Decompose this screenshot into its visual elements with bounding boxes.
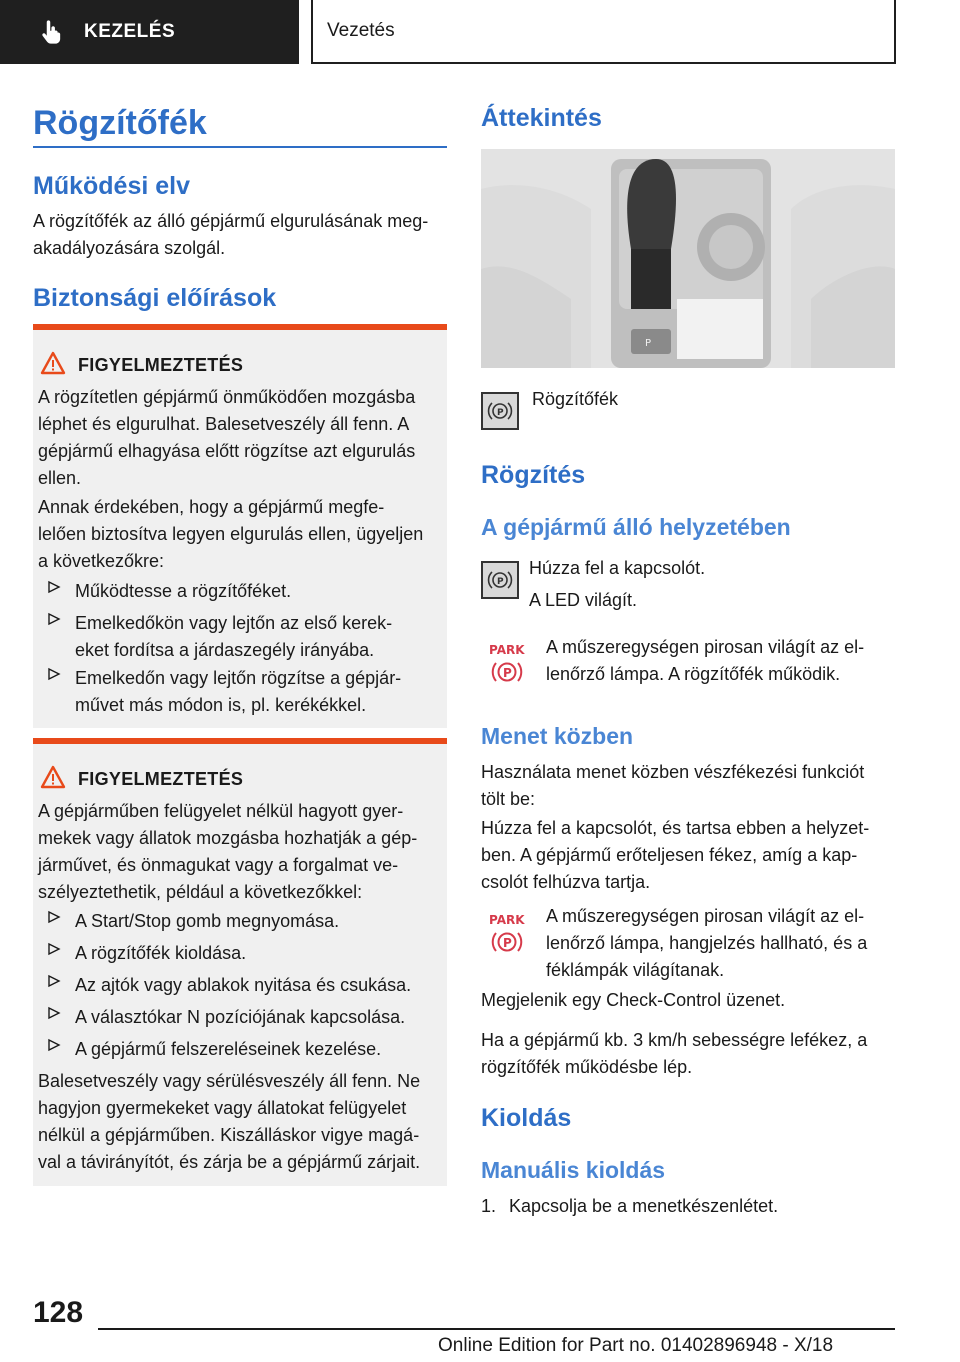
center-console-illustration — [481, 149, 895, 368]
hand-pointer-icon — [38, 18, 66, 46]
parking-brake-icon — [481, 392, 519, 430]
chapter-label: Vezetés — [327, 20, 395, 41]
warning-text-line: nélkül a gépjárműben. Kiszálláskor vigye magá- — [38, 1125, 420, 1145]
list-item-continuation: eket fordítsa a járdaszegély irányába. — [75, 640, 375, 660]
driving-text-line: csolót felhúzva tartja. — [481, 872, 651, 892]
bullet-triangle-icon — [47, 1038, 61, 1052]
parking-brake-icon — [481, 561, 519, 599]
svg-text:PARK: PARK — [489, 913, 525, 927]
warning-title: FIGYELMEZTETÉS — [78, 769, 244, 789]
warning-text-line: járművet, és önmagukat vagy a forgalmat ve- — [38, 855, 399, 875]
warning-text-line: gépjármű elhagyása előtt rögzítse azt elgurulás — [38, 441, 416, 461]
warning-text-line: A gépjárműben felügyelet nélkül hagyott gyer- — [38, 801, 404, 821]
bullet-triangle-icon — [47, 1006, 61, 1020]
bullet-triangle-icon — [47, 612, 61, 626]
instruction-text: Húzza fel a kapcsolót. — [529, 558, 706, 578]
driving-heading: Menet közben — [481, 723, 634, 749]
svg-text:P: P — [497, 577, 504, 587]
svg-text:P: P — [503, 666, 512, 680]
page-title: Rögzítőfék — [33, 104, 207, 142]
park-text-line: A műszeregységen pirosan világít az el- — [546, 637, 865, 657]
step-text: Kapcsolja be a menetkészenlétet. — [509, 1196, 779, 1216]
list-item-continuation: művet más módon is, pl. kerékékkel. — [75, 695, 367, 715]
svg-text:P: P — [645, 338, 652, 349]
warning-text-line: szélyeztethetik, például a következőkkel: — [38, 882, 363, 902]
section-label: KEZELÉS — [84, 21, 176, 42]
warning-text-line: Annak érdekében, hogy a gépjármű megfe- — [38, 497, 385, 517]
driving-text-line: tölt be: — [481, 789, 536, 809]
principle-text-line: akadályozására szolgál. — [33, 238, 226, 258]
manual-heading: Manuális kioldás — [481, 1157, 666, 1183]
driving-text-line: Húzza fel a kapcsolót, és tartsa ebben a helyzet- — [481, 818, 870, 838]
check-control-text: Megjelenik egy Check-Control üzenet. — [481, 990, 786, 1010]
warning-text-line: val a távirányítót, és zárja be a gépjármű zárjait. — [38, 1152, 421, 1172]
warning-text-line: Balesetveszély vagy sérülésveszély áll fenn. Ne — [38, 1071, 421, 1091]
overview-heading: Áttekintés — [481, 104, 602, 132]
warning-text-line: ellen. — [38, 468, 82, 488]
warning-text-line: A rögzítetlen gépjármű önműködően mozgásba — [38, 387, 416, 407]
driving-text-line: Használata menet közben vészfékezési funkciót — [481, 762, 865, 782]
park-text-line: lenőrző lámpa, hangjelzés hallható, és a — [546, 933, 868, 953]
bullet-triangle-icon — [47, 974, 61, 988]
bullet-triangle-icon — [47, 667, 61, 681]
driving-text-line: ben. A gépjármű erőteljesen fékez, amíg a kap- — [481, 845, 858, 865]
warning-text-line: lelően biztosítva legyen elgurulás ellen, ügyeljen — [38, 524, 424, 544]
bullet-triangle-icon — [47, 910, 61, 924]
warning-triangle-icon — [40, 351, 66, 375]
principle-text-line: A rögzítőfék az álló gépjármű elgurulásának meg- — [33, 211, 429, 231]
park-indicator-icon — [488, 912, 526, 958]
principle-heading: Működési elv — [33, 172, 190, 200]
footer-rule — [98, 1328, 895, 1330]
speed-text-line: rögzítőfék működésbe lép. — [481, 1057, 693, 1077]
icon-label: Rögzítőfék — [532, 389, 619, 409]
warning-text-line: hagyjon gyermekeket vagy állatokat felügyelet — [38, 1098, 407, 1118]
bullet-triangle-icon — [47, 580, 61, 594]
release-heading: Kioldás — [481, 1104, 572, 1132]
instruction-text: A LED világít. — [529, 590, 638, 610]
console-photo — [481, 149, 895, 368]
edition-text: Online Edition for Part no. 01402896948 - X/18 — [438, 1335, 834, 1356]
apply-heading: Rögzítés — [481, 461, 586, 489]
park-indicator-icon — [488, 642, 526, 688]
warning-text-line: mekek vagy állatok mozgásba hozhatják a gép- — [38, 828, 418, 848]
warning-triangle-icon — [40, 765, 66, 789]
speed-text-line: Ha a gépjármű kb. 3 km/h sebességre lefékez, a — [481, 1030, 868, 1050]
svg-text:PARK: PARK — [489, 643, 525, 657]
section-tab — [0, 0, 299, 64]
svg-text:P: P — [503, 936, 512, 950]
safety-heading: Biztonsági előírások — [33, 284, 277, 312]
park-text-line: lenőrző lámpa. A rögzítőfék működik. — [546, 664, 841, 684]
warning-title: FIGYELMEZTETÉS — [78, 355, 244, 375]
park-text-line: A műszeregységen pirosan világít az el- — [546, 906, 865, 926]
park-text-line: féklámpák világítanak. — [546, 960, 725, 980]
title-rule — [33, 146, 447, 148]
standing-heading: A gépjármű álló helyzetében — [481, 514, 791, 540]
page-number: 128 — [33, 1296, 84, 1329]
step-number: 1. — [481, 1196, 497, 1216]
warning-text-line: a következőkre: — [38, 551, 165, 571]
chapter-tab — [311, 0, 896, 64]
svg-text:P: P — [497, 408, 504, 418]
bullet-triangle-icon — [47, 942, 61, 956]
warning-text-line: léphet és elgurulhat. Balesetveszély áll fenn. A — [38, 414, 410, 434]
